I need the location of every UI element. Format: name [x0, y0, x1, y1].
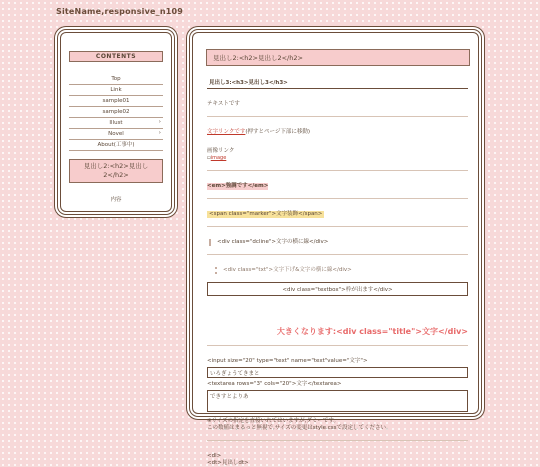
big-title: 大きくなります:<div class="title">文字</div>	[276, 327, 468, 336]
em-text: <em>強調です</em>	[207, 183, 269, 189]
divider	[207, 254, 468, 255]
image-link[interactable]	[207, 155, 468, 162]
sidebar-item-sample01[interactable]	[69, 96, 163, 107]
divider	[207, 226, 468, 227]
divider	[207, 198, 468, 199]
sidebar-heading	[69, 159, 163, 183]
sidebar-heading-line2: 2</h2>	[103, 171, 129, 179]
em-paragraph	[207, 183, 468, 190]
sidebar-item-link[interactable]	[69, 85, 163, 96]
main-heading-h2: 見出し2:<h2>見出し2</h2>	[206, 49, 470, 66]
main-heading-h3: 見出し3:<h3>見出し3</h3>	[207, 78, 468, 89]
main-content	[192, 32, 479, 466]
dt-label: <dt>見出しdt>	[207, 460, 249, 466]
note-line-1: ※サイズの指定を直接いれてはいますが,ダミーです。	[207, 418, 339, 424]
image-link-block	[207, 148, 468, 162]
dl-label: <dl>	[207, 453, 222, 459]
marker-paragraph	[207, 211, 468, 218]
textarea-label: <textarea rows="3" cols="20">文字</textarea>	[207, 381, 342, 387]
divider	[207, 116, 468, 117]
divider	[207, 440, 468, 441]
sidebar-menu	[69, 74, 163, 151]
divider	[207, 345, 468, 346]
textarea-field[interactable]: できすとよりあ	[207, 390, 468, 412]
sidebar-item-illust[interactable]	[69, 118, 163, 129]
link-note: (押すとページ下部に移動)	[245, 129, 311, 135]
note-block	[207, 418, 468, 432]
contents-heading: CONTENTS	[69, 51, 163, 62]
site-title[interactable]: SiteName,responsive_n109	[56, 7, 184, 16]
image-link-label: 画像リンク	[207, 148, 235, 154]
sidebar-item-label: sample01	[102, 98, 130, 104]
sidebar-content-link[interactable]: 内容	[110, 197, 122, 203]
text-input[interactable]: いろぎょうてきまと	[207, 367, 468, 378]
chevron-right-icon: ›	[158, 130, 161, 136]
text-link[interactable]: 文字リンクです	[207, 129, 246, 135]
image-alt[interactable]: image	[210, 155, 227, 161]
dl-block	[207, 453, 468, 467]
sidebar-item-label: Link	[110, 87, 122, 93]
chevron-right-icon: ›	[158, 119, 161, 125]
textbox: <div class="textbox">枠が出ます</div>	[207, 282, 468, 296]
sidebar-item-novel[interactable]	[69, 129, 163, 140]
sidebar-item-sample02[interactable]	[69, 107, 163, 118]
sidebar	[60, 32, 172, 212]
divider	[207, 170, 468, 171]
sidebar-item-label: Novel	[108, 131, 124, 137]
sidebar-item-label: Top	[111, 76, 121, 82]
input-label: <input size="20" type="text" name="text"value="文字">	[207, 358, 368, 364]
dtxt-text: <div class="txt">文字下げ&文字の横に線</div>	[215, 267, 468, 274]
sidebar-item-label: About(工事中)	[97, 142, 135, 148]
sidebar-item-label: sample02	[102, 109, 130, 115]
sidebar-item-label: Illust	[109, 120, 123, 126]
sidebar-item-top[interactable]	[69, 74, 163, 85]
note-line-2: この数値はまるっと無視で,サイズの変更はstyle.cssで設定してください。	[207, 425, 392, 431]
link-paragraph	[207, 129, 468, 136]
dline-text: <div class="dcline">文字の横に線</div>	[209, 239, 468, 246]
sidebar-heading-line1: 見出し2:<h2>見出し	[83, 162, 149, 170]
broken-image-icon: ▫	[207, 155, 211, 161]
sidebar-item-about[interactable]	[69, 140, 163, 151]
text-paragraph: テキストです	[207, 101, 240, 107]
marker-text: <span class="marker">文字装飾</span>	[209, 211, 323, 217]
